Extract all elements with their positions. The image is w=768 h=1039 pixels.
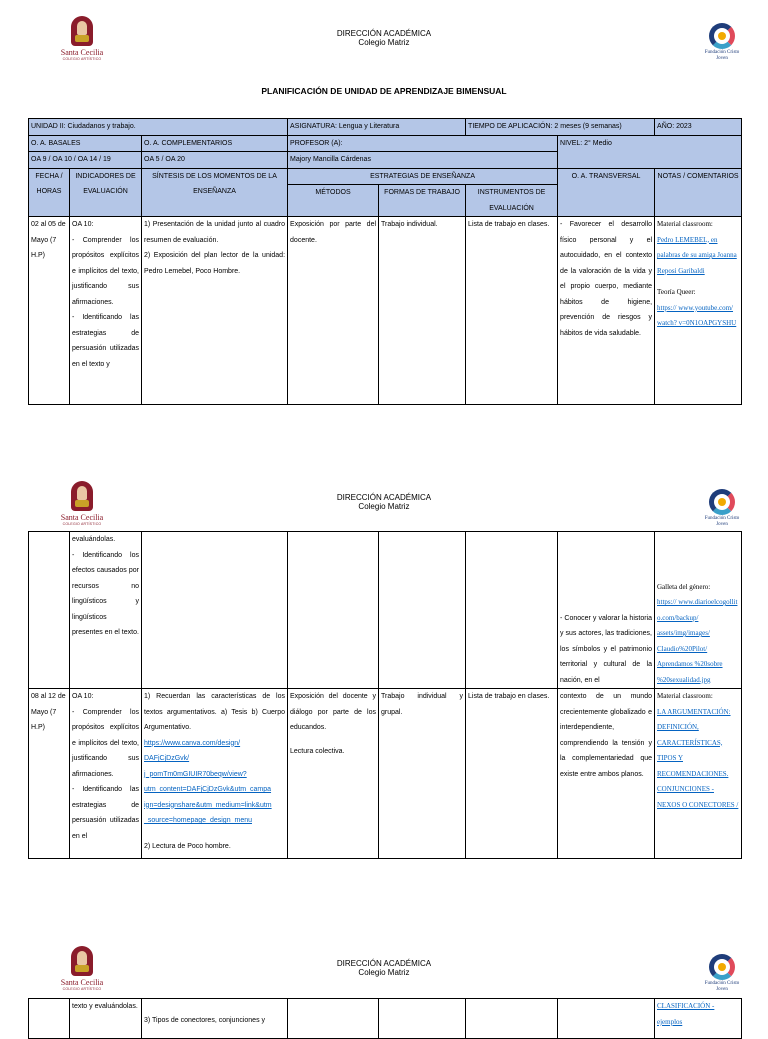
cont3-sintesis: 3) Tipos de conectores, conjunciones y — [142, 999, 288, 1039]
col-metodos: MÉTODOS — [288, 185, 379, 217]
row1-formas: Trabajo individual. — [379, 217, 466, 405]
asignatura-cell: ASIGNATURA: Lengua y Literatura — [288, 119, 466, 136]
row1-notas: Material classroom: Pedro LEMEBEL, en palabras de su amiga Joanna Reposi Garibaldi Teoría Queer: https:// www.youtube.com/ watch? v=0N1OAPGYSHU — [655, 217, 742, 405]
col-instrumentos: INSTRUMENTOS DE EVALUACIÓN — [466, 185, 558, 217]
galleta-genero-link[interactable]: https:// www.diarioelcogollit o.com/backup/ assets/img/images/ Claudio%20Pilot/ Aprendamos %20sobre %20sexualidad.jpg — [657, 598, 738, 684]
header-title: DIRECCIÓN ACADÉMICA Colegio Matriz — [336, 959, 432, 977]
planning-table-page1 — [28, 118, 742, 405]
header-title: DIRECCIÓN ACADÉMICA Colegio Matriz — [336, 493, 432, 511]
cont3-indicadores: texto y evaluándolas. — [70, 999, 142, 1039]
fundacion-mark-icon — [709, 23, 735, 49]
unidad-cell: UNIDAD II: Ciudadanos y trabajo. — [29, 119, 288, 136]
cont-notas: Galleta del género: https:// www.diarioelcogollit o.com/backup/ assets/img/images/ Claudio%20Pilot/ Aprendamos %20sobre %20sexualidad.jpg — [655, 532, 742, 689]
row2-transversal: contexto de un mundo crecientemente globalizado e interdependiente, comprendiendo la tensión y la complementariedad que existe entre ambos planos. — [558, 689, 655, 859]
header-title: DIRECCIÓN ACADÉMICA Colegio Matriz — [336, 29, 432, 47]
cont-indicadores: evaluándolas. - Identificando los efectos causados por recursos no lingüísticos y lingüísticos presentes en el texto. — [70, 532, 142, 689]
santa-cecilia-logo: Santa Cecilia COLEGIO ARTÍSTICO — [52, 481, 112, 526]
row1-metodos: Exposición por parte del docente. — [288, 217, 379, 405]
col-fecha: FECHA / HORAS — [29, 168, 70, 217]
oa-basales-label: O. A. BASALES — [29, 135, 142, 152]
row1-instrumentos: Lista de trabajo en clases. — [466, 217, 558, 405]
fundacion-mark-icon — [709, 954, 735, 980]
oa-basales-value: OA 9 / OA 10 / OA 14 / 19 — [29, 152, 142, 169]
crest-icon — [71, 946, 93, 976]
row1-indicadores: OA 10: - Comprender los propósitos explícitos e implícitos del texto, justificando sus afirmaciones. - Identificando las estrategias de persuasión utilizadas en el texto y — [70, 217, 142, 405]
fundacion-logo: Fundación Cristo Joven — [700, 954, 744, 993]
col-transversal: O. A. TRANSVERSAL — [558, 168, 655, 217]
row2-indicadores: OA 10: - Comprender los propósitos explícitos e implícitos del texto, justificando sus afirmaciones. - Identificando las estrategias de persuasión utilizadas en el — [70, 689, 142, 859]
row2-fecha: 08 al 12 de Mayo (7 H.P) — [29, 689, 70, 859]
canva-link[interactable]: https://www.canva.com/design/ DAFjCjDzGvk/ j_pomTm0mGIUIR70beqw/view? utm_content=DAFjCjDzGvk&utm_campa ign=designshare&utm_medium=link&utm _source=homepage_design_menu — [144, 739, 272, 824]
col-sintesis: SÍNTESIS DE LOS MOMENTOS DE LA ENSEÑANZA — [142, 168, 288, 217]
anio-cell: AÑO: 2023 — [655, 119, 742, 136]
profesor-value: Majory Mancilla Cárdenas — [288, 152, 558, 169]
row2-instrumentos: Lista de trabajo en clases. — [466, 689, 558, 859]
oa-complementarios-value: OA 5 / OA 20 — [142, 152, 288, 169]
planning-table-page2 — [28, 531, 742, 859]
col-formas: FORMAS DE TRABAJO — [379, 185, 466, 217]
nivel-cell: NIVEL: 2° Medio — [558, 135, 742, 168]
fundacion-logo: Fundación Cristo Joven — [700, 23, 744, 62]
row2-formas: Trabajo individual y grupal. — [379, 689, 466, 859]
row1-transversal: - Favorecer el desarrollo físico personal y el autocuidado, en el contexto de la valoración de la vida y el propio cuerpo, mediante hábitos de higiene, prevención de riesgos y hábitos de vida saludable. — [558, 217, 655, 405]
oa-complementarios-label: O. A. COMPLEMENTARIOS — [142, 135, 288, 152]
santa-cecilia-logo: Santa Cecilia COLEGIO ARTÍSTICO — [52, 946, 112, 991]
tiempo-cell: TIEMPO DE APLICACIÓN: 2 meses (9 semanas) — [466, 119, 655, 136]
document-title: PLANIFICACIÓN DE UNIDAD DE APRENDIZAJE BIMENSUAL — [261, 86, 507, 96]
col-estrategias: ESTRATEGIAS DE ENSEÑANZA — [288, 168, 558, 185]
cont-transversal: - Conocer y valorar la historia y sus actores, las tradiciones, los símbolos y el patrimonio territorial y cultural de la nación, en el — [558, 532, 655, 689]
fundacion-logo: Fundación Cristo Joven — [700, 489, 744, 528]
fundacion-mark-icon — [709, 489, 735, 515]
row2-notas: Material classroom: LA ARGUMENTACIÓN: DEFINICIÓN, CARACTERÍSTICAS, TIPOS Y RECOMENDACIONES. CONJUNCIONES - NEXOS O CONECTORES / — [655, 689, 742, 859]
col-indicadores: INDICADORES DE EVALUACIÓN — [70, 168, 142, 217]
youtube-link[interactable]: https:// www.youtube.com/ watch? v=0N1OAPGYSHU — [657, 303, 737, 327]
row1-sintesis: 1) Presentación de la unidad junto al cuadro resumen de evaluación. 2) Exposición del plan lector de la unidad: Pedro Lemebel, Poco Hombre. — [142, 217, 288, 405]
santa-cecilia-logo: Santa Cecilia COLEGIO ARTÍSTICO — [52, 16, 112, 61]
row1-fecha: 02 al 05 de Mayo (7 H.P) — [29, 217, 70, 405]
row2-sintesis: 1) Recuerdan las características de los textos argumentativos. a) Tesis b) Cuerpo Argumentativo. https://www.canva.com/design/ DAFjCjDzGvk/ j_pomTm0mGIUIR70beqw/view? utm_content=DAFjCjDzGvk&utm_campa ign=designshare&utm_medium=link&utm _source=homepage_design_menu 2) Lectura de Poco hombre. — [142, 689, 288, 859]
crest-icon — [71, 16, 93, 46]
argumentacion-link[interactable]: LA ARGUMENTACIÓN: DEFINICIÓN, CARACTERÍSTICAS, TIPOS Y RECOMENDACIONES. CONJUNCIONES - NEXOS O CONECTORES / — [657, 707, 739, 809]
lemebel-link[interactable]: Pedro LEMEBEL, en palabras de su amiga Joanna Reposi Garibaldi — [657, 235, 737, 275]
col-notas: NOTAS / COMENTARIOS — [655, 168, 742, 217]
clasificacion-link[interactable]: CLASIFICACIÓN - ejemplos — [657, 1002, 715, 1026]
row2-metodos: Exposición del docente y diálogo por parte de los educandos. Lectura colectiva. — [288, 689, 379, 859]
planning-table-page3 — [28, 998, 742, 1039]
profesor-label: PROFESOR (A): — [288, 135, 558, 152]
cont3-notas — [655, 999, 742, 1039]
crest-icon — [71, 481, 93, 511]
